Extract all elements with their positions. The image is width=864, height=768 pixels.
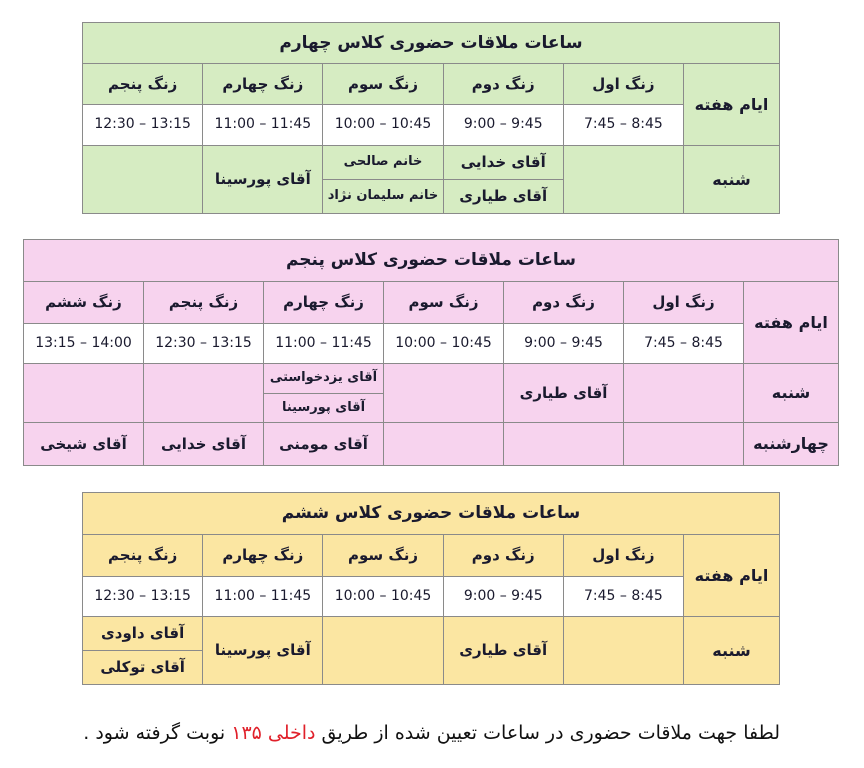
- empty-cell: [384, 364, 504, 423]
- teacher-cell: آقای پورسینا: [203, 617, 323, 685]
- empty-cell: [504, 423, 624, 466]
- bell-header: زنگ ششم: [24, 282, 144, 324]
- day-saturday: شنبه: [684, 617, 780, 685]
- bell-time: 7:45 – 8:45: [624, 324, 744, 364]
- bell-time: 11:00 – 11:45: [203, 577, 323, 617]
- class5-title: ساعات ملاقات حضوری کلاس پنجم: [24, 240, 839, 282]
- bell-time: 12:30 – 13:15: [144, 324, 264, 364]
- bell-header: زنگ سوم: [384, 282, 504, 324]
- day-saturday: شنبه: [684, 146, 780, 214]
- empty-cell: [83, 146, 203, 214]
- booking-note: [60, 722, 780, 744]
- bell-header: زنگ دوم: [504, 282, 624, 324]
- day-wednesday: چهارشنبه: [744, 423, 839, 466]
- bell-header: زنگ پنجم: [83, 535, 203, 577]
- bell-header: زنگ پنجم: [83, 64, 203, 105]
- teacher-cell: آقای طیاری: [504, 364, 624, 423]
- empty-cell: [624, 423, 744, 466]
- teacher-cell: آقای توکلی: [83, 651, 203, 685]
- empty-cell: [563, 146, 683, 214]
- empty-cell: [144, 364, 264, 423]
- bell-header: زنگ چهارم: [203, 64, 323, 105]
- class5-schedule-table: [23, 239, 839, 466]
- teacher-cell: آقای پورسینا: [264, 394, 384, 423]
- note-text-start: لطفا جهت ملاقات حضوری در ساعات تعیین شده از طریق: [315, 722, 780, 744]
- bell-time: 11:00 – 11:45: [203, 105, 323, 146]
- bell-time: 9:00 – 9:45: [443, 105, 563, 146]
- bell-time: 10:00 – 10:45: [323, 577, 443, 617]
- empty-cell: [323, 617, 443, 685]
- bell-time: 10:00 – 10:45: [384, 324, 504, 364]
- bell-header: زنگ چهارم: [264, 282, 384, 324]
- note-text-end: نوبت گرفته شود .: [83, 722, 232, 744]
- bell-time: 13:15 – 14:00: [24, 324, 144, 364]
- bell-header: زنگ اول: [563, 535, 683, 577]
- bell-time: 12:30 – 13:15: [83, 577, 203, 617]
- bell-time: 11:00 – 11:45: [264, 324, 384, 364]
- class6-schedule-table: [82, 492, 780, 685]
- bell-time: 7:45 – 8:45: [563, 105, 683, 146]
- bell-time: 7:45 – 8:45: [563, 577, 683, 617]
- class6-title: ساعات ملاقات حضوری کلاس ششم: [83, 493, 780, 535]
- class4-schedule-table: [82, 22, 780, 214]
- teacher-cell: آقای شیخی: [24, 423, 144, 466]
- teacher-cell: آقای داودی: [83, 617, 203, 651]
- bell-header: زنگ اول: [563, 64, 683, 105]
- class4-title: ساعات ملاقات حضوری کلاس چهارم: [83, 23, 780, 64]
- days-header: ایام هفته: [684, 535, 780, 617]
- empty-cell: [384, 423, 504, 466]
- bell-header: زنگ دوم: [443, 64, 563, 105]
- teacher-cell: آقای پورسینا: [203, 146, 323, 214]
- day-saturday: شنبه: [744, 364, 839, 423]
- teacher-cell: خانم صالحی: [323, 146, 443, 180]
- teacher-cell: آقای یزدخواستی: [264, 364, 384, 394]
- bell-header: زنگ چهارم: [203, 535, 323, 577]
- bell-header: زنگ اول: [624, 282, 744, 324]
- bell-header: زنگ سوم: [323, 64, 443, 105]
- bell-time: 9:00 – 9:45: [443, 577, 563, 617]
- teacher-cell: خانم سلیمان نژاد: [323, 180, 443, 214]
- teacher-cell: آقای طیاری: [443, 617, 563, 685]
- bell-header: زنگ سوم: [323, 535, 443, 577]
- empty-cell: [563, 617, 683, 685]
- empty-cell: [624, 364, 744, 423]
- empty-cell: [24, 364, 144, 423]
- days-header: ایام هفته: [744, 282, 839, 364]
- teacher-cell: آقای خدایی: [144, 423, 264, 466]
- teacher-cell: آقای طیاری: [443, 180, 563, 214]
- teacher-cell: آقای مومنی: [264, 423, 384, 466]
- bell-time: 10:00 – 10:45: [323, 105, 443, 146]
- extension-number: داخلی ۱۳۵: [231, 722, 316, 744]
- bell-header: زنگ پنجم: [144, 282, 264, 324]
- bell-time: 12:30 – 13:15: [83, 105, 203, 146]
- days-header: ایام هفته: [684, 64, 780, 146]
- bell-header: زنگ دوم: [443, 535, 563, 577]
- teacher-cell: آقای خدایی: [443, 146, 563, 180]
- bell-time: 9:00 – 9:45: [504, 324, 624, 364]
